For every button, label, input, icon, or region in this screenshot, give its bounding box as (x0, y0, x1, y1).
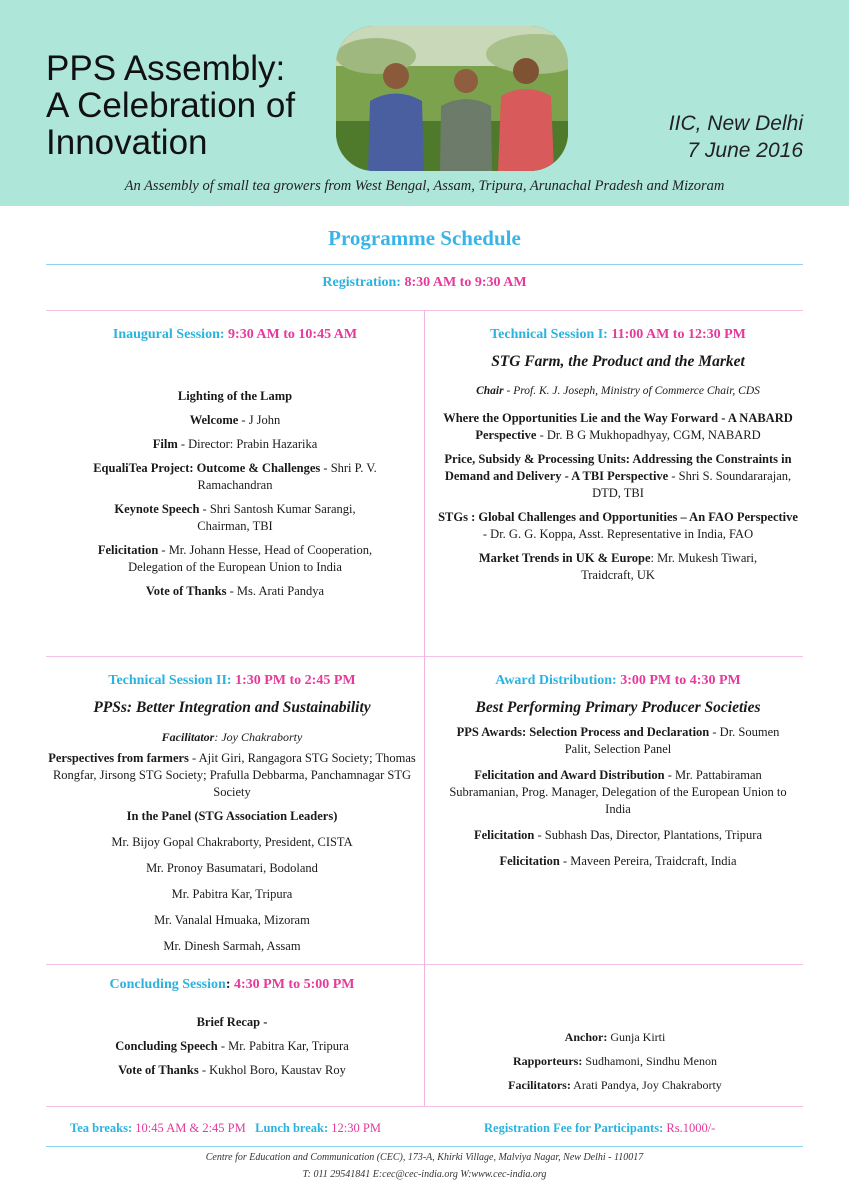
panel-member: Mr. Dinesh Sarmah, Assam (163, 939, 301, 953)
award-subtitle: Best Performing Primary Producer Societies (475, 699, 761, 716)
award-item: Felicitation - Maveen Pereira, Traidcraft, India (499, 854, 737, 868)
tea-growers-photo (336, 26, 568, 171)
technical1-item: STGs : Global Challenges and Opportunities – An FAO Perspective - Dr. G. G. Koppa, Asst. Representative in India, FAO (438, 510, 798, 541)
panel-member: Mr. Vanalal Hmuaka, Mizoram (154, 913, 310, 927)
inaugural-heading: Inaugural Session: 9:30 AM to 10:45 AM (112, 327, 358, 342)
inaugural-item: Vote of Thanks - Ms. Arati Pandya (145, 584, 325, 598)
inaugural-item: Felicitation - Mr. Johann Hesse, Head of Cooperation, Delegation of the European Union to India (97, 543, 373, 574)
inaugural-item: EqualiTea Project: Outcome & Challenges - Shri P. V. Ramachandran (93, 461, 377, 492)
technical1-item: Market Trends in UK & Europe: Mr. Mukesh Tiwari, Traidcraft, UK (478, 551, 758, 582)
panel-heading: In the Panel (STG Association Leaders) (126, 809, 338, 823)
inaugural-item: Lighting of the Lamp (177, 389, 293, 403)
technical-session-1 (438, 326, 798, 584)
footer-address: Centre for Education and Communication (CEC), 173-A, Khirki Village, Malviya Nagar, New Delhi - 110017 (205, 1152, 644, 1163)
footer-contact: T: 011 29541841 E:cec@cec-india.org W:www.cec-india.org (302, 1169, 547, 1180)
concluding-item: Vote of Thanks - Kukhol Boro, Kaustav Roy (118, 1063, 346, 1077)
inaugural-item: Keynote Speech - Shri Santosh Kumar Sarangi, Chairman, TBI (114, 502, 356, 533)
schedule-title: Programme Schedule (328, 226, 521, 250)
concluding-item: Concluding Speech - Mr. Pabitra Kar, Tripura (115, 1039, 349, 1053)
award-heading: Award Distribution: 3:00 PM to 4:30 PM (495, 673, 741, 688)
grid-line-4 (46, 1106, 803, 1107)
event-title: PPS Assembly: A Celebration of Innovation (46, 49, 296, 162)
divider-bottom (46, 1146, 803, 1147)
inaugural-item: Film - Director: Prabin Hazarika (152, 437, 318, 451)
venue: IIC, New Delhi (668, 112, 803, 135)
technical2-subtitle: PPSs: Better Integration and Sustainability (93, 699, 371, 716)
panel-member: Mr. Bijoy Gopal Chakraborty, President, CISTA (111, 835, 353, 849)
panel-member: Mr. Pronoy Basumatari, Bodoland (146, 861, 318, 875)
concluding-item: Brief Recap - (196, 1015, 268, 1029)
award-item: PPS Awards: Selection Process and Declaration - Dr. Soumen Palit, Selection Panel (456, 725, 780, 756)
event-roles (440, 1022, 790, 1094)
inaugural-session (50, 326, 420, 600)
venue-date (669, 110, 803, 164)
technical2-perspectives: Perspectives from farmers - Ajit Giri, Rangagora STG Society; Thomas Rongfar, Jirsong STG Society; Prafulla Debbarma, Panchamnagar STG Society (48, 751, 416, 799)
tagline: An Assembly of small tea growers from West Bengal, Assam, Tripura, Arunachal Pradesh and Mizoram (124, 178, 725, 194)
award-distribution (446, 672, 790, 870)
panel-member: Mr. Pabitra Kar, Tripura (171, 887, 293, 901)
role-rapporteurs: Rapporteurs: Sudhamoni, Sindhu Menon (513, 1054, 717, 1068)
registration-fee: Registration Fee for Participants: Rs.1000/- (484, 1121, 716, 1135)
inaugural-item: Welcome - J John (189, 413, 281, 427)
technical2-facilitator: Facilitator: Joy Chakraborty (161, 730, 303, 744)
technical1-item: Price, Subsidy & Processing Units: Addressing the Constraints in Demand and Delivery - A TBI Perspective - Shri S. Soundararajan, DTD, TBI (444, 452, 792, 500)
divider-top (46, 264, 803, 265)
technical1-chair: Chair - Prof. K. J. Joseph, Ministry of Commerce Chair, CDS (476, 385, 760, 397)
concluding-heading: Concluding Session: 4:30 PM to 5:00 PM (109, 977, 355, 992)
award-item: Felicitation - Subhash Das, Director, Plantations, Tripura (473, 828, 762, 842)
technical1-heading: Technical Session I: 11:00 AM to 12:30 PM (490, 327, 746, 342)
breaks-info: Tea breaks: 10:45 AM & 2:45 PM Lunch break: 12:30 PM (70, 1121, 381, 1135)
technical2-heading: Technical Session II: 1:30 PM to 2:45 PM (108, 673, 356, 688)
technical1-subtitle: STG Farm, the Product and the Market (491, 353, 745, 370)
technical1-item: Where the Opportunities Lie and the Way Forward - A NABARD Perspective - Dr. B G Mukhopadhyay, CGM, NABARD (443, 411, 793, 442)
concluding-session (44, 976, 420, 1079)
event-date: 7 June 2016 (687, 139, 803, 162)
award-item: Felicitation and Award Distribution - Mr. Pattabiraman Subramanian, Prog. Manager, Delegation of the European Union to India (449, 768, 787, 816)
role-anchor: Anchor: Gunja Kirti (564, 1030, 666, 1044)
role-facilitators: Facilitators: Arati Pandya, Joy Chakraborty (508, 1078, 722, 1092)
registration-time: Registration: 8:30 AM to 9:30 AM (322, 275, 527, 290)
technical-session-2 (44, 672, 420, 955)
grid-line-vertical (424, 310, 425, 1106)
